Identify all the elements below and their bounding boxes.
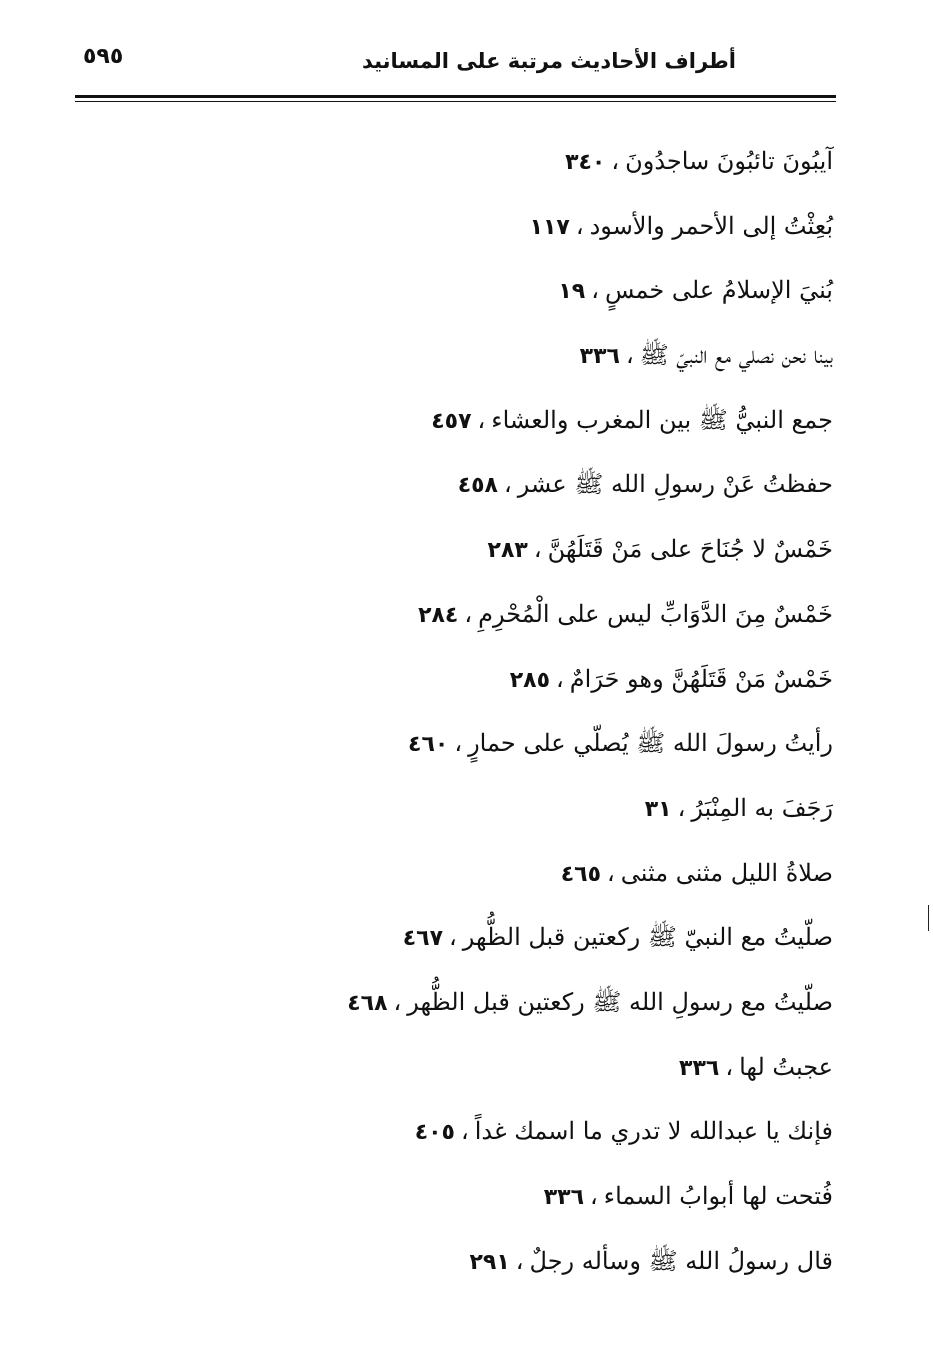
index-entry	[313, 1040, 833, 1105]
entry-page-ref: ٣٣٦	[679, 1055, 720, 1081]
index-entry	[313, 1169, 833, 1234]
page-header	[75, 38, 836, 88]
entry-text: رأيتُ رسولَ الله ﷺ يُصلّي على حمارٍ	[468, 729, 833, 758]
index-entry	[313, 134, 833, 199]
entry-text: بينا نحن نصلي مع النبيّ ﷺ	[639, 341, 833, 370]
index-entry	[313, 328, 833, 393]
entry-text: فُتحت لها أبوابُ السماء	[603, 1182, 833, 1210]
index-entry	[313, 1234, 833, 1299]
entry-text: جمع النبيُّ ﷺ بين المغرب والعشاء	[491, 405, 833, 434]
entry-text: عجبتُ لها	[739, 1052, 833, 1081]
index-entry	[313, 587, 833, 652]
entry-text: قال رسولُ الله ﷺ وسأله رجلٌ	[529, 1246, 833, 1275]
entry-text: رَجَفَ به المِنْبَرُ	[691, 793, 833, 822]
entry-separator: ،	[461, 1117, 469, 1146]
entry-page-ref: ٤٦٨	[347, 990, 388, 1016]
entry-separator: ،	[533, 535, 542, 564]
margin-mark	[928, 905, 929, 931]
index-entry	[313, 199, 833, 264]
header-rule-thin	[75, 101, 836, 102]
entry-separator: ،	[556, 664, 564, 693]
entry-text: صلّيتُ مع رسولِ الله ﷺ ركعتين قبل الظُّهر	[407, 987, 833, 1016]
entry-page-ref: ٣٤٠	[565, 150, 606, 175]
entry-separator: ،	[725, 1052, 734, 1081]
entry-page-ref: ١١٧	[529, 214, 570, 240]
entry-separator: ،	[464, 599, 473, 628]
index-entry	[313, 393, 833, 458]
index-entry	[313, 910, 833, 975]
index-entry	[313, 716, 833, 781]
entry-page-ref: ٤٥٨	[457, 473, 498, 499]
index-entry	[313, 781, 833, 846]
entry-page-ref: ٤٠٥	[414, 1120, 455, 1146]
index-entry	[313, 846, 833, 911]
entry-page-ref: ١٩	[558, 279, 586, 305]
entry-text: صلّيتُ مع النبيّ ﷺ ركعتين قبل الظُّهر	[462, 923, 833, 952]
index-entry	[313, 975, 833, 1040]
entry-separator: ،	[590, 1182, 598, 1210]
entry-text: حفظتُ عَنْ رسولِ الله ﷺ عشر	[517, 470, 833, 499]
entry-text: خَمْسٌ مَنْ قَتَلَهُنَّ وهو حَرَامٌ	[569, 664, 833, 693]
hadith-index-list	[313, 134, 833, 1298]
entry-separator: ،	[393, 987, 402, 1016]
entry-separator: ،	[607, 858, 615, 887]
entry-page-ref: ٤٦٠	[408, 732, 449, 758]
entry-page-ref: ٢٨٤	[418, 602, 459, 628]
header-rule	[75, 95, 836, 98]
entry-text: فإنك يا عبدالله لا تدري ما اسمك غداً	[474, 1117, 833, 1146]
page-number: ٥٩٥	[83, 44, 124, 69]
entry-page-ref: ٤٥٧	[431, 408, 472, 434]
entry-page-ref: ٢٨٥	[509, 667, 551, 693]
entry-text: بُنيَ الإسلامُ على خمسٍ	[604, 276, 833, 305]
index-entry	[313, 1104, 833, 1169]
running-title: أطراف الأحاديث مرتبة على المسانيد	[361, 49, 736, 73]
entry-text: آيبُونَ تائبُونَ ساجدُونَ	[625, 147, 833, 175]
entry-separator: ،	[575, 211, 584, 240]
entry-separator: ،	[454, 729, 463, 758]
index-entry	[313, 652, 833, 717]
entry-separator: ،	[625, 341, 634, 370]
entry-text: خَمْسٌ لا جُنَاحَ على مَنْ قَتَلَهُنَّ	[547, 535, 833, 564]
index-entry	[313, 457, 833, 522]
entry-page-ref: ٣٣٦	[579, 344, 620, 370]
entry-separator: ،	[591, 276, 599, 305]
entry-page-ref: ٤٦٥	[560, 861, 602, 887]
entry-separator: ،	[677, 793, 686, 822]
entry-page-ref: ٣٣٦	[543, 1185, 585, 1210]
entry-page-ref: ٢٨٣	[487, 538, 528, 564]
entry-page-ref: ٤٦٧	[402, 926, 444, 952]
index-entry	[313, 522, 833, 587]
entry-text: خَمْسٌ مِنَ الدَّوَابِّ ليس على الْمُحْرِمِ	[478, 599, 833, 628]
entry-text: صلاةُ الليل مثنى مثنى	[620, 858, 833, 887]
entry-separator: ،	[503, 470, 512, 499]
entry-page-ref: ٢٩١	[469, 1249, 510, 1275]
entry-separator: ،	[611, 147, 620, 175]
entry-separator: ،	[515, 1246, 524, 1275]
index-entry	[313, 263, 833, 328]
entry-page-ref: ٣١	[644, 796, 672, 822]
entry-separator: ،	[449, 923, 457, 952]
entry-text: بُعِثْتُ إلى الأحمر والأسود	[589, 211, 833, 240]
entry-separator: ،	[477, 405, 486, 434]
